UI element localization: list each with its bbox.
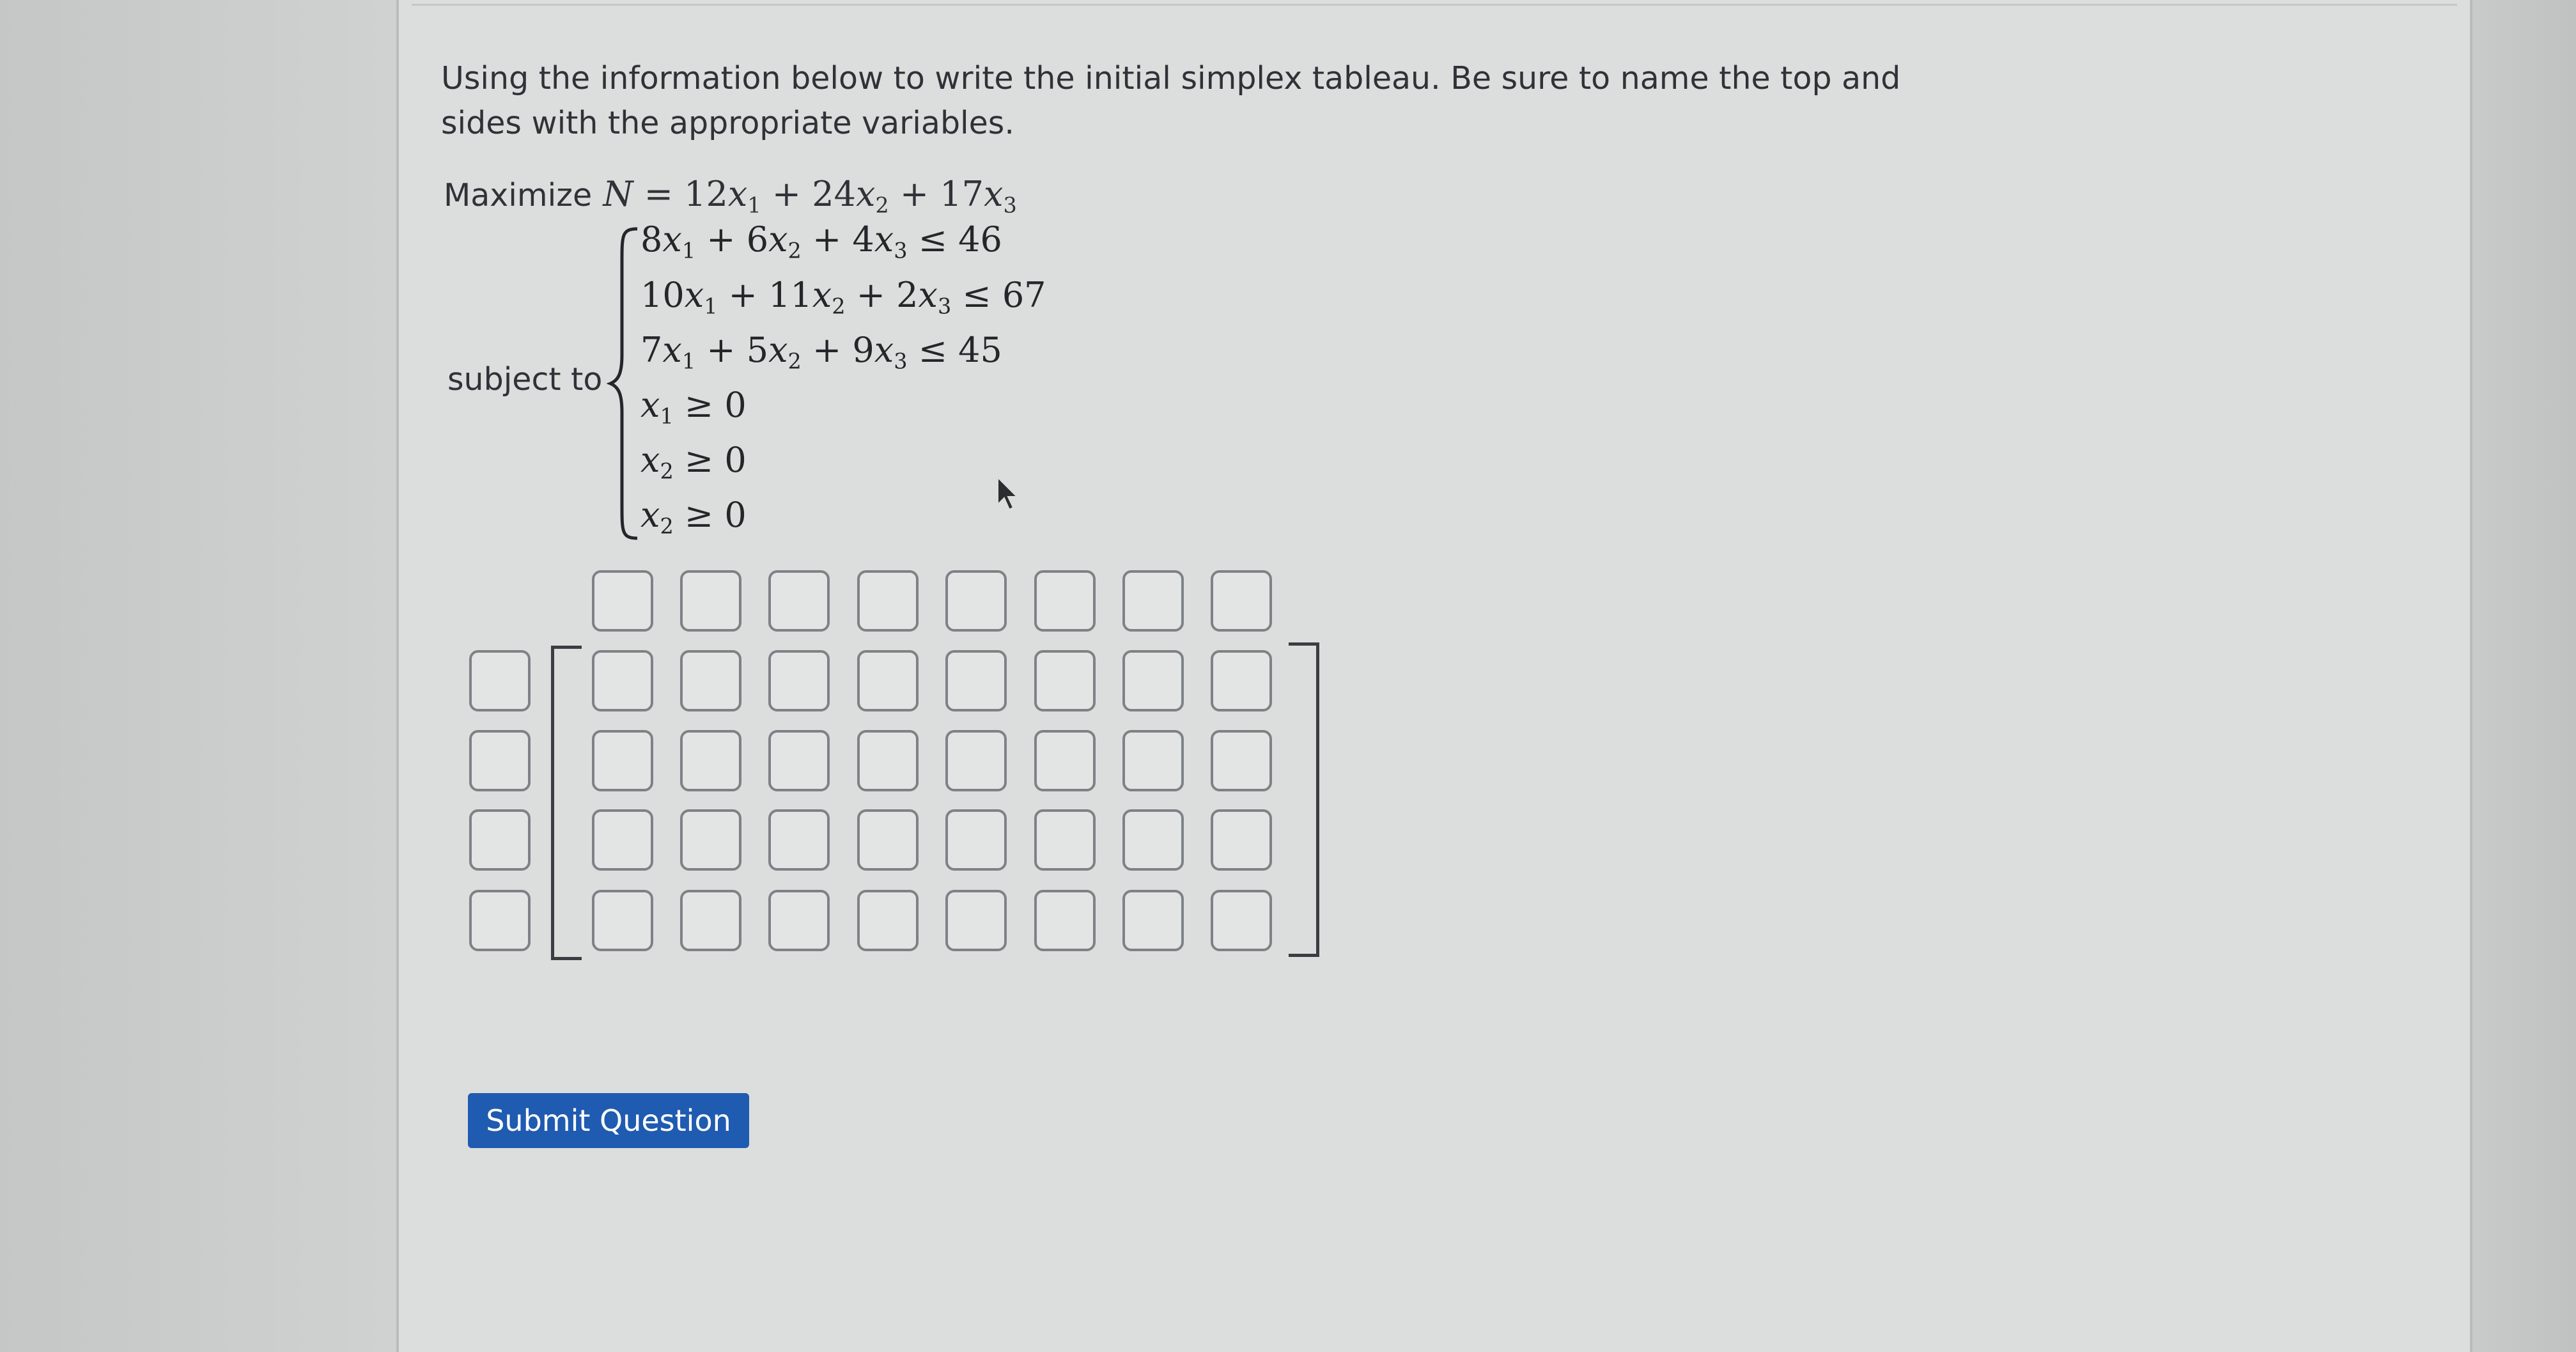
term-subscript: 3 <box>894 238 908 263</box>
expression-term <box>768 275 846 319</box>
constraint-rhs: 46 <box>958 219 1002 260</box>
tableau-cell-input[interactable] <box>680 890 741 951</box>
tableau-cell-input[interactable] <box>857 809 919 871</box>
tableau-cell-input[interactable] <box>1211 809 1272 871</box>
top-divider <box>412 4 2457 6</box>
expression-term <box>940 174 1017 218</box>
term-coefficient: 9 <box>852 330 874 370</box>
term-variable: x <box>684 275 704 315</box>
expression-term <box>640 440 674 484</box>
tableau-cell-input[interactable] <box>592 650 653 711</box>
tableau-cell-input[interactable] <box>1122 809 1184 871</box>
tableau-cell-input[interactable] <box>768 809 830 871</box>
term-coefficient: 8 <box>640 219 663 260</box>
expression-term <box>852 330 908 374</box>
tableau-cell-input[interactable] <box>1211 650 1272 711</box>
matrix-right-bracket <box>1289 642 1319 957</box>
tableau-cell-input[interactable] <box>680 650 741 711</box>
tableau-column-header-input[interactable] <box>945 570 1007 632</box>
background-left <box>0 0 396 1352</box>
term-subscript: 2 <box>788 348 802 374</box>
tableau-cell-input[interactable] <box>1034 890 1096 951</box>
tableau-cell-input[interactable] <box>592 890 653 951</box>
tableau-cell-input[interactable] <box>768 650 830 711</box>
plus-sign: + <box>845 275 897 315</box>
term-variable: x <box>727 174 748 214</box>
expression-term <box>640 385 674 429</box>
term-variable: x <box>662 219 682 260</box>
tableau-row-label-input[interactable] <box>469 730 531 791</box>
subject-to-label: subject to <box>447 361 603 398</box>
expression-term <box>746 330 802 374</box>
term-subscript: 2 <box>660 458 674 484</box>
tableau-column-header-input[interactable] <box>1211 570 1272 632</box>
term-subscript: 2 <box>832 293 846 319</box>
constraint-line <box>640 441 747 491</box>
tableau-cell-input[interactable] <box>857 650 919 711</box>
constraint-line <box>640 276 1046 326</box>
tableau-cell-input[interactable] <box>945 890 1007 951</box>
term-subscript: 2 <box>660 513 674 539</box>
term-subscript: 3 <box>894 348 908 374</box>
constraint-operator: ≥ <box>673 385 725 425</box>
constraint-rhs: 45 <box>958 330 1002 370</box>
tableau-cell-input[interactable] <box>592 809 653 871</box>
constraint-brace <box>607 224 645 543</box>
tableau-cell-input[interactable] <box>1122 890 1184 951</box>
plus-sign: + <box>717 275 769 315</box>
expression-term <box>640 219 696 263</box>
plus-sign: + <box>695 330 747 370</box>
objective-lhs: N <box>603 174 633 214</box>
plus-sign: + <box>761 174 812 214</box>
tableau-cell-input[interactable] <box>1034 730 1096 791</box>
expression-term <box>640 275 718 319</box>
constraint-line <box>640 496 747 546</box>
plus-sign: + <box>801 219 853 260</box>
objective-function: Maximize $N = 12x_1 + 24x_2 + 17x_3$ <box>444 174 1017 218</box>
tableau-column-header-input[interactable] <box>1034 570 1096 632</box>
tableau-row-label-input[interactable] <box>469 890 531 951</box>
tableau-cell-input[interactable] <box>945 650 1007 711</box>
constraint-rhs: 0 <box>724 495 747 535</box>
plus-sign: + <box>801 330 853 370</box>
constraint-rhs: 0 <box>724 440 747 480</box>
constraint-line <box>640 221 1002 270</box>
term-subscript: 1 <box>681 348 696 374</box>
term-subscript: 1 <box>704 293 718 319</box>
term-variable: x <box>918 275 938 315</box>
background-right <box>2467 0 2576 1352</box>
question-panel <box>396 0 2472 1352</box>
term-subscript: 1 <box>660 403 674 429</box>
term-subscript: 2 <box>875 192 889 218</box>
tableau-cell-input[interactable] <box>592 730 653 791</box>
term-coefficient: 10 <box>640 275 685 315</box>
tableau-row-label-input[interactable] <box>469 809 531 871</box>
term-subscript: 3 <box>937 293 952 319</box>
term-coefficient: 5 <box>746 330 769 370</box>
constraint-line <box>640 386 747 436</box>
term-subscript: 1 <box>681 238 696 263</box>
maximize-label: Maximize <box>444 177 593 214</box>
expression-term <box>852 219 908 263</box>
tableau-cell-input[interactable] <box>1211 890 1272 951</box>
mouse-cursor-icon <box>995 476 1021 515</box>
tableau-cell-input[interactable] <box>1122 650 1184 711</box>
term-coefficient: 24 <box>812 174 856 214</box>
constraint-rhs: 0 <box>724 385 747 425</box>
term-variable: x <box>874 219 894 260</box>
term-coefficient: 7 <box>640 330 663 370</box>
expression-term <box>640 330 696 374</box>
tableau-cell-input[interactable] <box>1122 730 1184 791</box>
term-coefficient: 11 <box>768 275 812 315</box>
term-coefficient: 6 <box>746 219 769 260</box>
constraint-operator: ≤ <box>951 275 1002 315</box>
tableau-cell-input[interactable] <box>945 730 1007 791</box>
term-variable: x <box>768 219 788 260</box>
term-subscript: 2 <box>788 238 802 263</box>
objective-expression <box>684 174 1017 218</box>
plus-sign: + <box>695 219 747 260</box>
term-variable: x <box>640 385 660 425</box>
term-coefficient: 4 <box>852 219 874 260</box>
constraint-line <box>640 331 1002 381</box>
plus-sign: + <box>888 174 940 214</box>
term-subscript: 3 <box>1003 192 1017 218</box>
tableau-cell-input[interactable] <box>768 730 830 791</box>
tableau-column-header-input[interactable] <box>768 570 830 632</box>
tableau-cell-input[interactable] <box>1034 650 1096 711</box>
tableau-cell-input[interactable] <box>1211 730 1272 791</box>
constraint-operator: ≤ <box>907 330 959 370</box>
term-variable: x <box>662 330 682 370</box>
expression-term <box>746 219 802 263</box>
tableau-cell-input[interactable] <box>680 730 741 791</box>
term-variable: x <box>768 330 788 370</box>
tableau-cell-input[interactable] <box>768 890 830 951</box>
term-subscript: 1 <box>747 192 761 218</box>
tableau-cell-input[interactable] <box>680 809 741 871</box>
expression-term <box>640 495 674 539</box>
expression-term <box>896 275 952 319</box>
tableau-column-header-input[interactable] <box>1122 570 1184 632</box>
matrix-left-bracket <box>551 646 582 960</box>
tableau-cell-input[interactable] <box>857 730 919 791</box>
expression-term <box>812 174 889 218</box>
submit-question-button[interactable]: Submit Question <box>468 1093 749 1148</box>
term-variable: x <box>812 275 832 315</box>
term-variable: x <box>640 440 660 480</box>
term-variable: x <box>855 174 876 214</box>
constraint-rhs: 67 <box>1002 275 1046 315</box>
tableau-column-header-input[interactable] <box>680 570 741 632</box>
tableau-row-label-input[interactable] <box>469 650 531 711</box>
tableau-column-header-input[interactable] <box>592 570 653 632</box>
term-coefficient: 2 <box>896 275 919 315</box>
term-coefficient: 17 <box>940 174 984 214</box>
term-coefficient: 12 <box>684 174 728 214</box>
tableau-cell-input[interactable] <box>1034 809 1096 871</box>
constraint-operator: ≤ <box>907 219 959 260</box>
tableau-column-header-input[interactable] <box>857 570 919 632</box>
term-variable: x <box>874 330 894 370</box>
tableau-cell-input[interactable] <box>945 809 1007 871</box>
expression-term <box>684 174 761 218</box>
tableau-cell-input[interactable] <box>857 890 919 951</box>
term-variable: x <box>640 495 660 535</box>
question-instructions: Using the information below to write the initial simplex tableau. Be sure to name the top and sides with the appropriate variables. <box>441 60 1901 141</box>
constraint-operator: ≥ <box>673 495 725 535</box>
constraint-operator: ≥ <box>673 440 725 480</box>
term-variable: x <box>984 174 1004 214</box>
